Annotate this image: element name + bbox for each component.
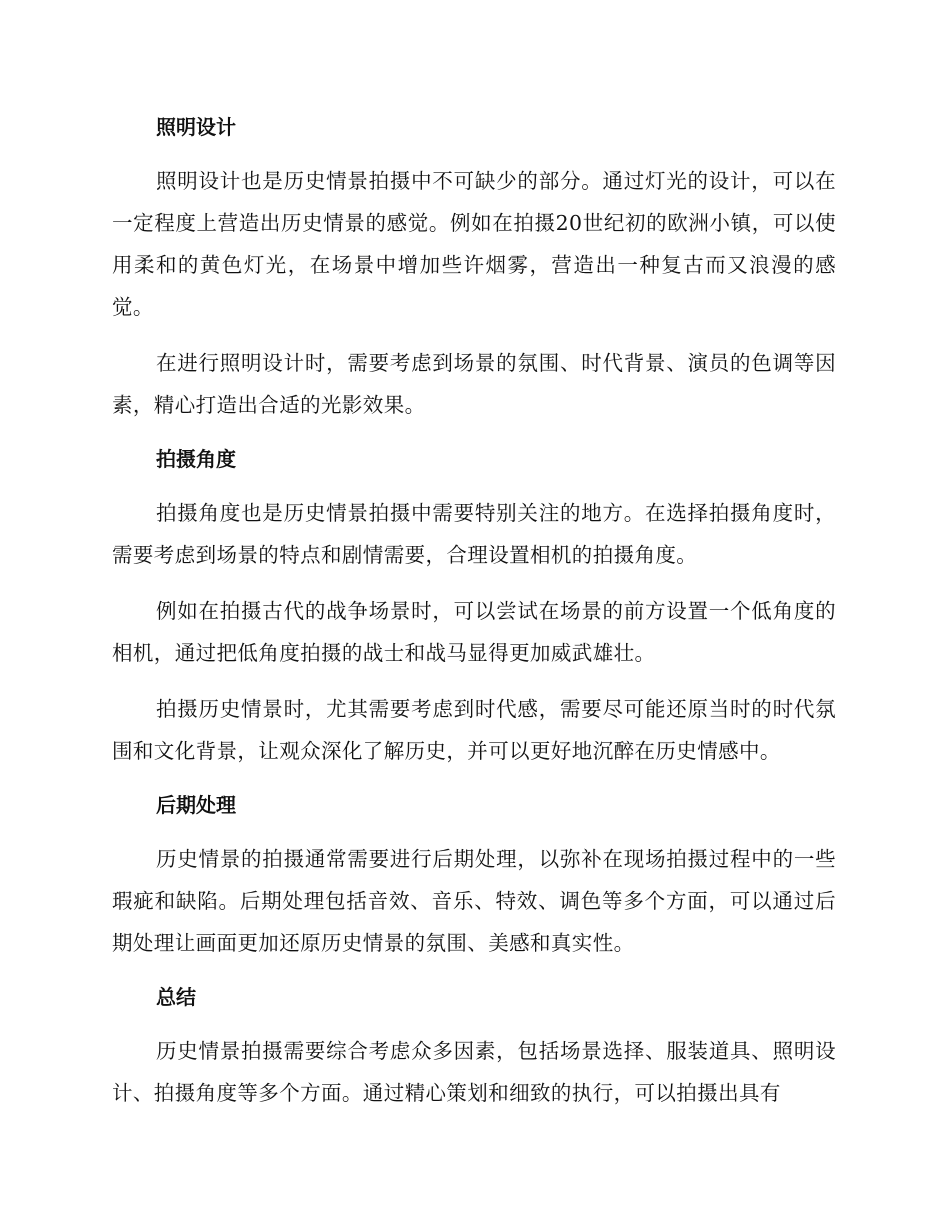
- paragraph: 在进行照明设计时，需要考虑到场景的氛围、时代背景、演员的色调等因素，精心打造出合适的光影效果。: [112, 351, 836, 417]
- document-page: [112, 108, 836, 1128]
- paragraph: 照明设计也是历史情景拍摄中不可缺少的部分。通过灯光的设计，可以在一定程度上营造出历史情景的感觉。例如在拍摄20世纪初的欧洲小镇，可以使用柔和的黄色灯光，在场景中增加些许烟雾，营造出一种复古而又浪漫的感觉。: [112, 169, 836, 319]
- paragraph: 历史情景拍摄需要综合考虑众多因素，包括场景选择、服装道具、照明设计、拍摄角度等多个方面。通过精心策划和细致的执行，可以拍摄出具有: [112, 1039, 836, 1105]
- section-heading-post-processing: 后期处理: [156, 793, 236, 817]
- paragraph: 拍摄角度也是历史情景拍摄中需要特别关注的地方。在选择拍摄角度时，需要考虑到场景的特点和剧情需要，合理设置相机的拍摄角度。: [112, 501, 836, 567]
- paragraph: 历史情景的拍摄通常需要进行后期处理，以弥补在现场拍摄过程中的一些瑕疵和缺陷。后期处理包括音效、音乐、特效、调色等多个方面，可以通过后期处理让画面更加还原历史情景的氛围、美感和真实性。: [112, 847, 836, 955]
- section-heading-lighting: 照明设计: [156, 115, 236, 139]
- section-heading-summary: 总结: [156, 985, 196, 1009]
- paragraph: 拍摄历史情景时，尤其需要考虑到时代感，需要尽可能还原当时的时代氛围和文化背景，让观众深化了解历史，并可以更好地沉醉在历史情感中。: [112, 697, 836, 763]
- section-heading-camera-angle: 拍摄角度: [156, 447, 236, 471]
- paragraph: 例如在拍摄古代的战争场景时，可以尝试在场景的前方设置一个低角度的相机，通过把低角度拍摄的战士和战马显得更加威武雄壮。: [112, 599, 836, 665]
